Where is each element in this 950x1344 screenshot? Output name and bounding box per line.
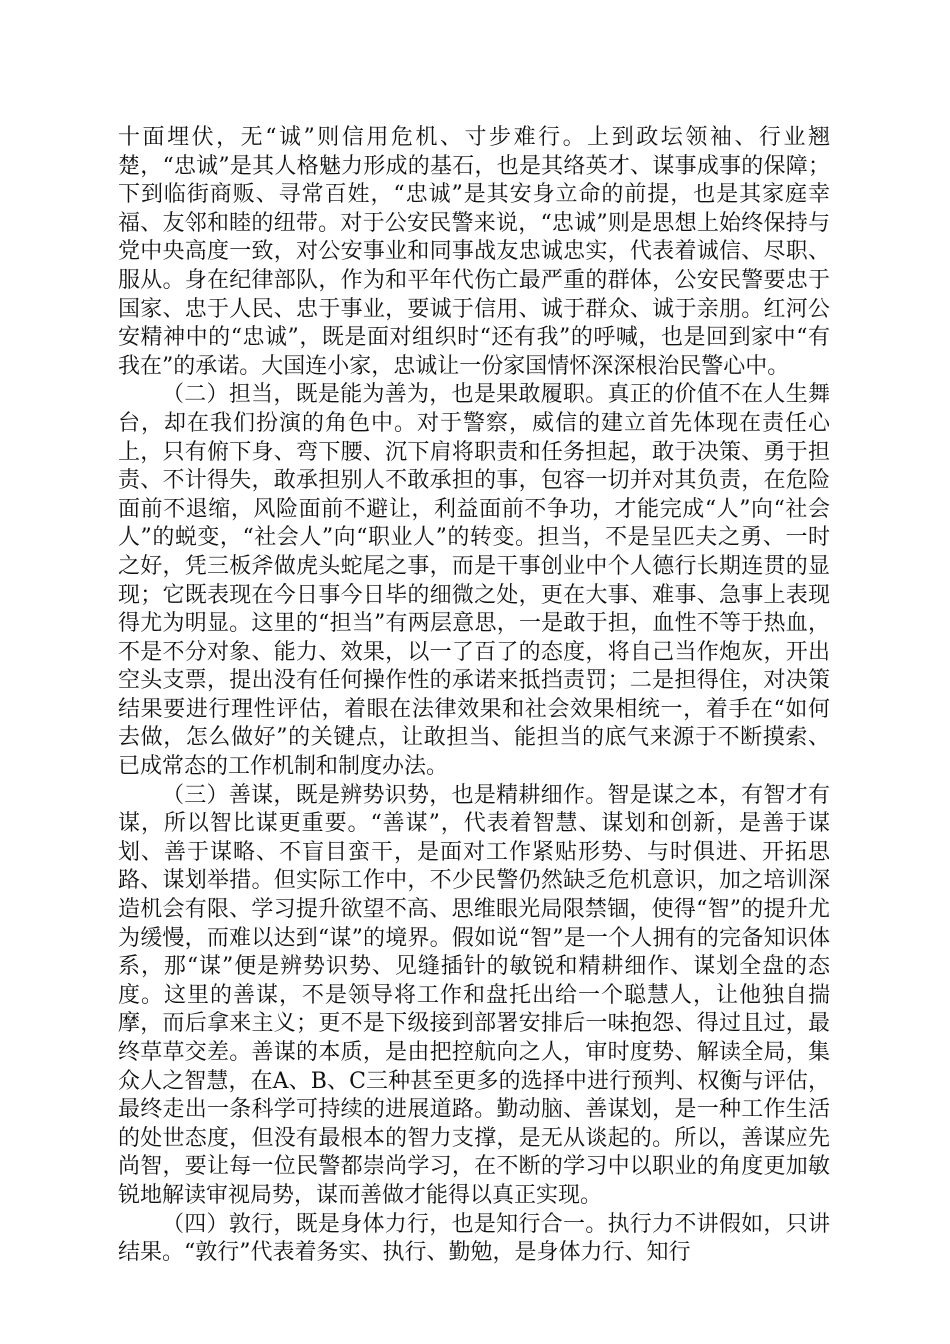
document-body	[118, 124, 830, 1268]
paragraph-dunxing: （四）敦行，既是身体力行，也是知行合一。执行力不讲假如，只讲结果。“敦行”代表着务实、执行、勤勉，是身体力行、知行	[118, 1211, 830, 1266]
paragraph-shanmou: （三）善谋，既是辨势识势，也是精耕细作。智是谋之本，有智才有谋，所以智比谋更重要。“善谋”，代表着智慧、谋划和创新，是善于谋划、善于谋略、不盲目蛮干，是面对工作紧贴形势、与时俱进、开拓思路、谋划举措。但实际工作中，不少民警仍然缺乏危机意识，加之培训深造机会有限、学习提升欲望不高、思维眼光局限禁锢，使得“智”的提升尤为缓慢，而难以达到“谋”的境界。假如说“智”是一个人拥有的完备知识体系，那“谋”便是辨势识势、见缝插针的敏锐和精耕细作、谋划全盘的态度。这里的善谋，不是领导将工作和盘托出给一个聪慧人，让他独自揣摩，而后拿来主义；更不是下级接到部署安排后一味抱怨、得过且过，最终草草交差。善谋的本质，是由把控航向之人，审时度势、解读全局，集众人之智慧，在A、B、C三种甚至更多的选择中进行预判、权衡与评估，最终走出一条科学可持续的进展道路。勤动脑、善谋划，是一种工作生活的处世态度，但没有最根本的智力支撑，是无从谈起的。所以，善谋应先尚智，要让每一位民警都崇尚学习，在不断的学习中以职业的角度更加敏锐地解读审视局势，谋而善做才能得以真正实现。	[118, 782, 830, 1208]
paragraph-dandang: （二）担当，既是能为善为，也是果敢履职。真正的价值不在人生舞台，却在我们扮演的角色中。对于警察，威信的建立首先体现在责任心上，只有俯下身、弯下腰、沉下肩将职责和任务担起，敢于决策、勇于担责、不计得失，敢承担别人不敢承担的事，包容一切并对其负责，在危险面前不退缩，风险面前不避让，利益面前不争功，才能完成“人”向“社会人”的蜕变，“社会人”向“职业人”的转变。担当，不是呈匹夫之勇、一时之好，凭三板斧做虎头蛇尾之事，而是干事创业中个人德行长期连贯的显现；它既表现在今日事今日毕的细微之处，更在大事、难事、急事上表现得尤为明显。这里的“担当”有两层意思，一是敢于担，血性不等于热血，不是不分对象、能力、效果，以一了百了的态度，将自己当作炮灰，开出空头支票，提出没有任何操作性的承诺来抵挡责罚；二是担得住，对决策结果要进行理性评估，着眼在法律效果和社会效果相统一，着手在“如何去做，怎么做好”的关键点，让敢担当、能担当的底气来源于不断摸索、已成常态的工作机制和制度办法。	[118, 382, 830, 780]
paragraph-continuation: 十面埋伏，无“诚”则信用危机、寸步难行。上到政坛领袖、行业翘楚，“忠诚”是其人格魅力形成的基石，也是其络英才、谋事成事的保障；下到临街商贩、寻常百姓，“忠诚”是其安身立命的前提，也是其家庭幸福、友邻和睦的纽带。对于公安民警来说，“忠诚”则是思想上始终保持与党中央高度一致，对公安事业和同事战友忠诚忠实，代表着诚信、尽职、服从。身在纪律部队，作为和平年代伤亡最严重的群体，公安民警要忠于国家、忠于人民、忠于事业，要诚于信用、诚于群众、诚于亲朋。红河公安精神中的“忠诚”，既是面对组织时“还有我”的呼喊，也是回到家中“有我在”的承诺。大国连小家，忠诚让一份家国情怀深深根治民警心中。	[118, 125, 830, 379]
